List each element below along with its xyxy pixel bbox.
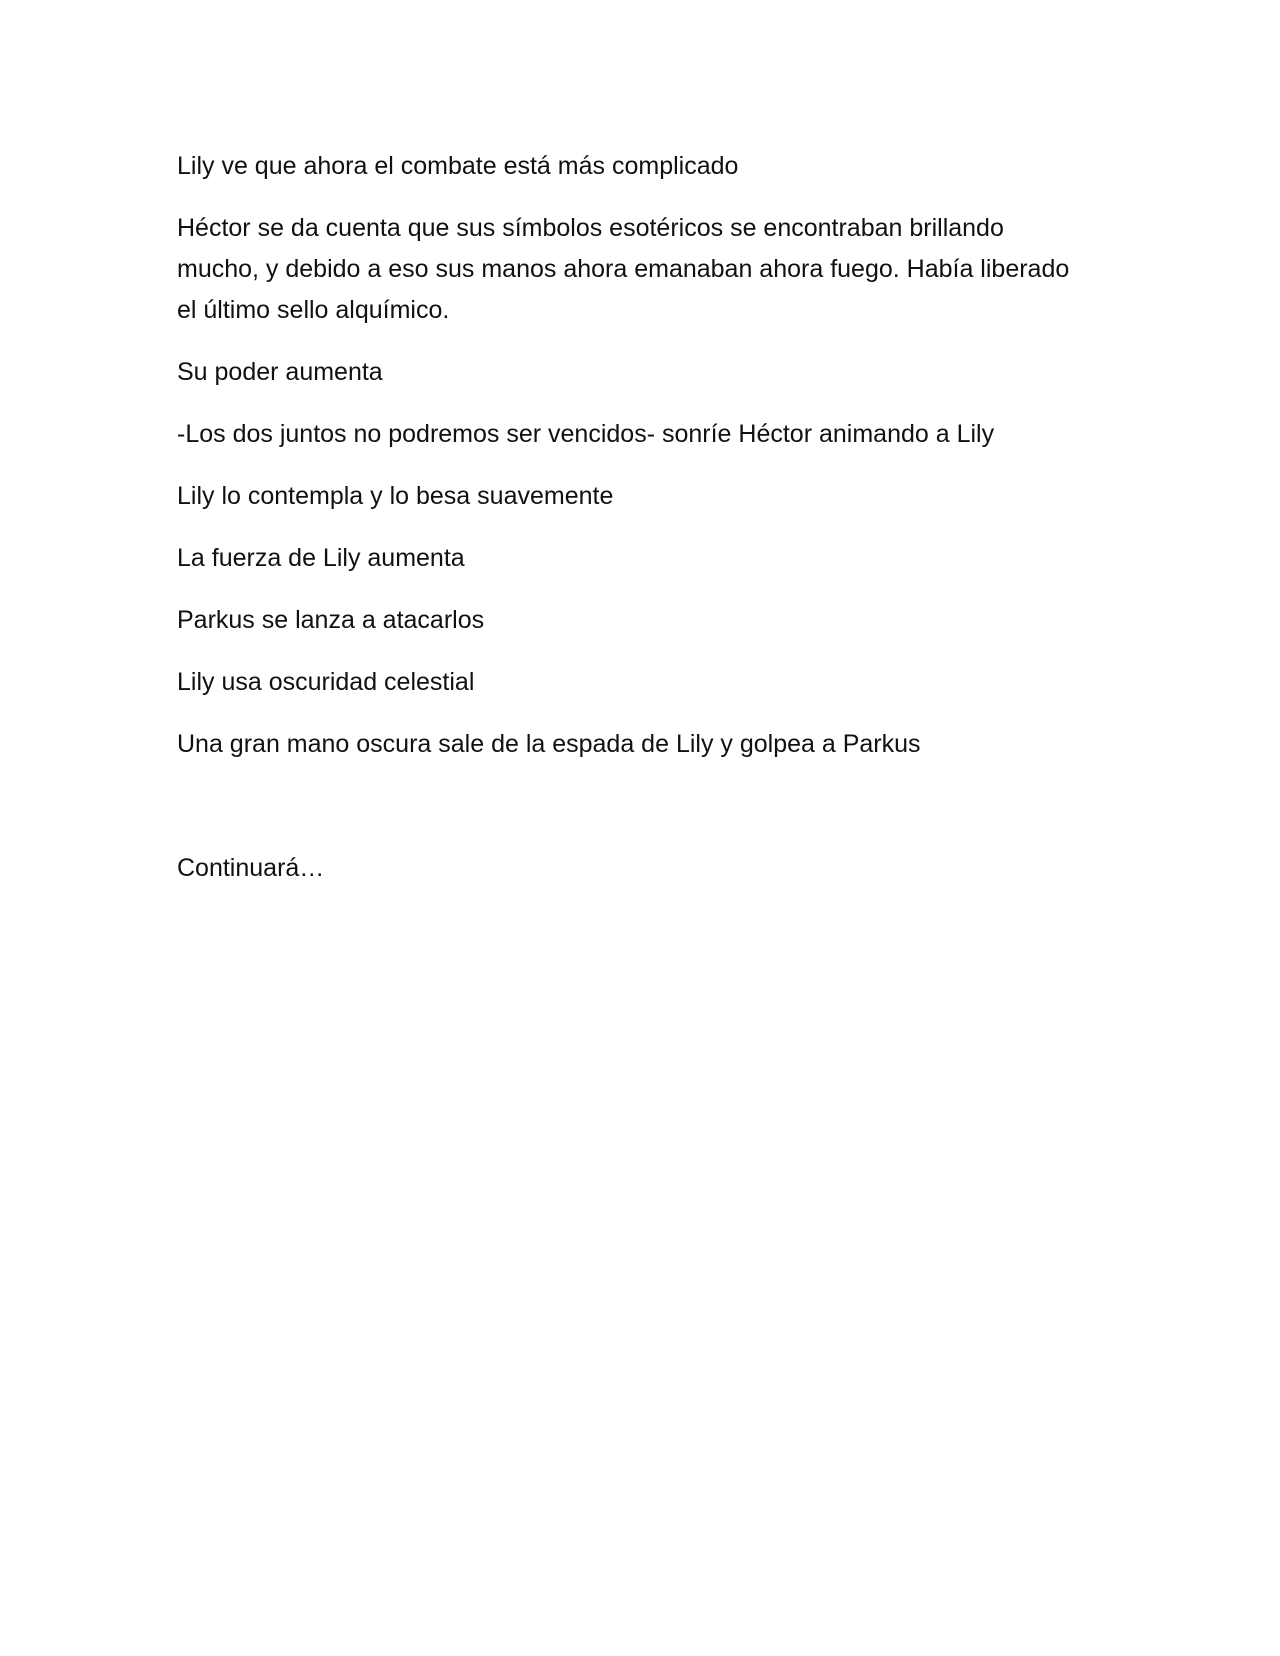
closing-line: Continuará… [177,854,325,882]
paragraph: Lily usa oscuridad celestial [177,668,475,696]
document-body [177,146,1077,910]
paragraph: Lily lo contempla y lo besa suavemente [177,482,614,510]
paragraph: -Los dos juntos no podremos ser vencidos- sonríe Héctor animando a Lily [177,420,995,448]
paragraph: Héctor se da cuenta que sus símbolos esotéricos se encontraban brillando mucho, y debido a eso sus manos ahora emanaban ahora fuego. Había liberado el último sello alquímico. [177,214,1070,324]
blank-line [177,786,1077,827]
paragraph: Su poder aumenta [177,358,383,386]
paragraph: Una gran mano oscura sale de la espada de Lily y golpea a Parkus [177,730,921,758]
paragraph: Lily ve que ahora el combate está más complicado [177,152,739,180]
paragraph: La fuerza de Lily aumenta [177,544,465,572]
paragraph: Parkus se lanza a atacarlos [177,606,485,634]
